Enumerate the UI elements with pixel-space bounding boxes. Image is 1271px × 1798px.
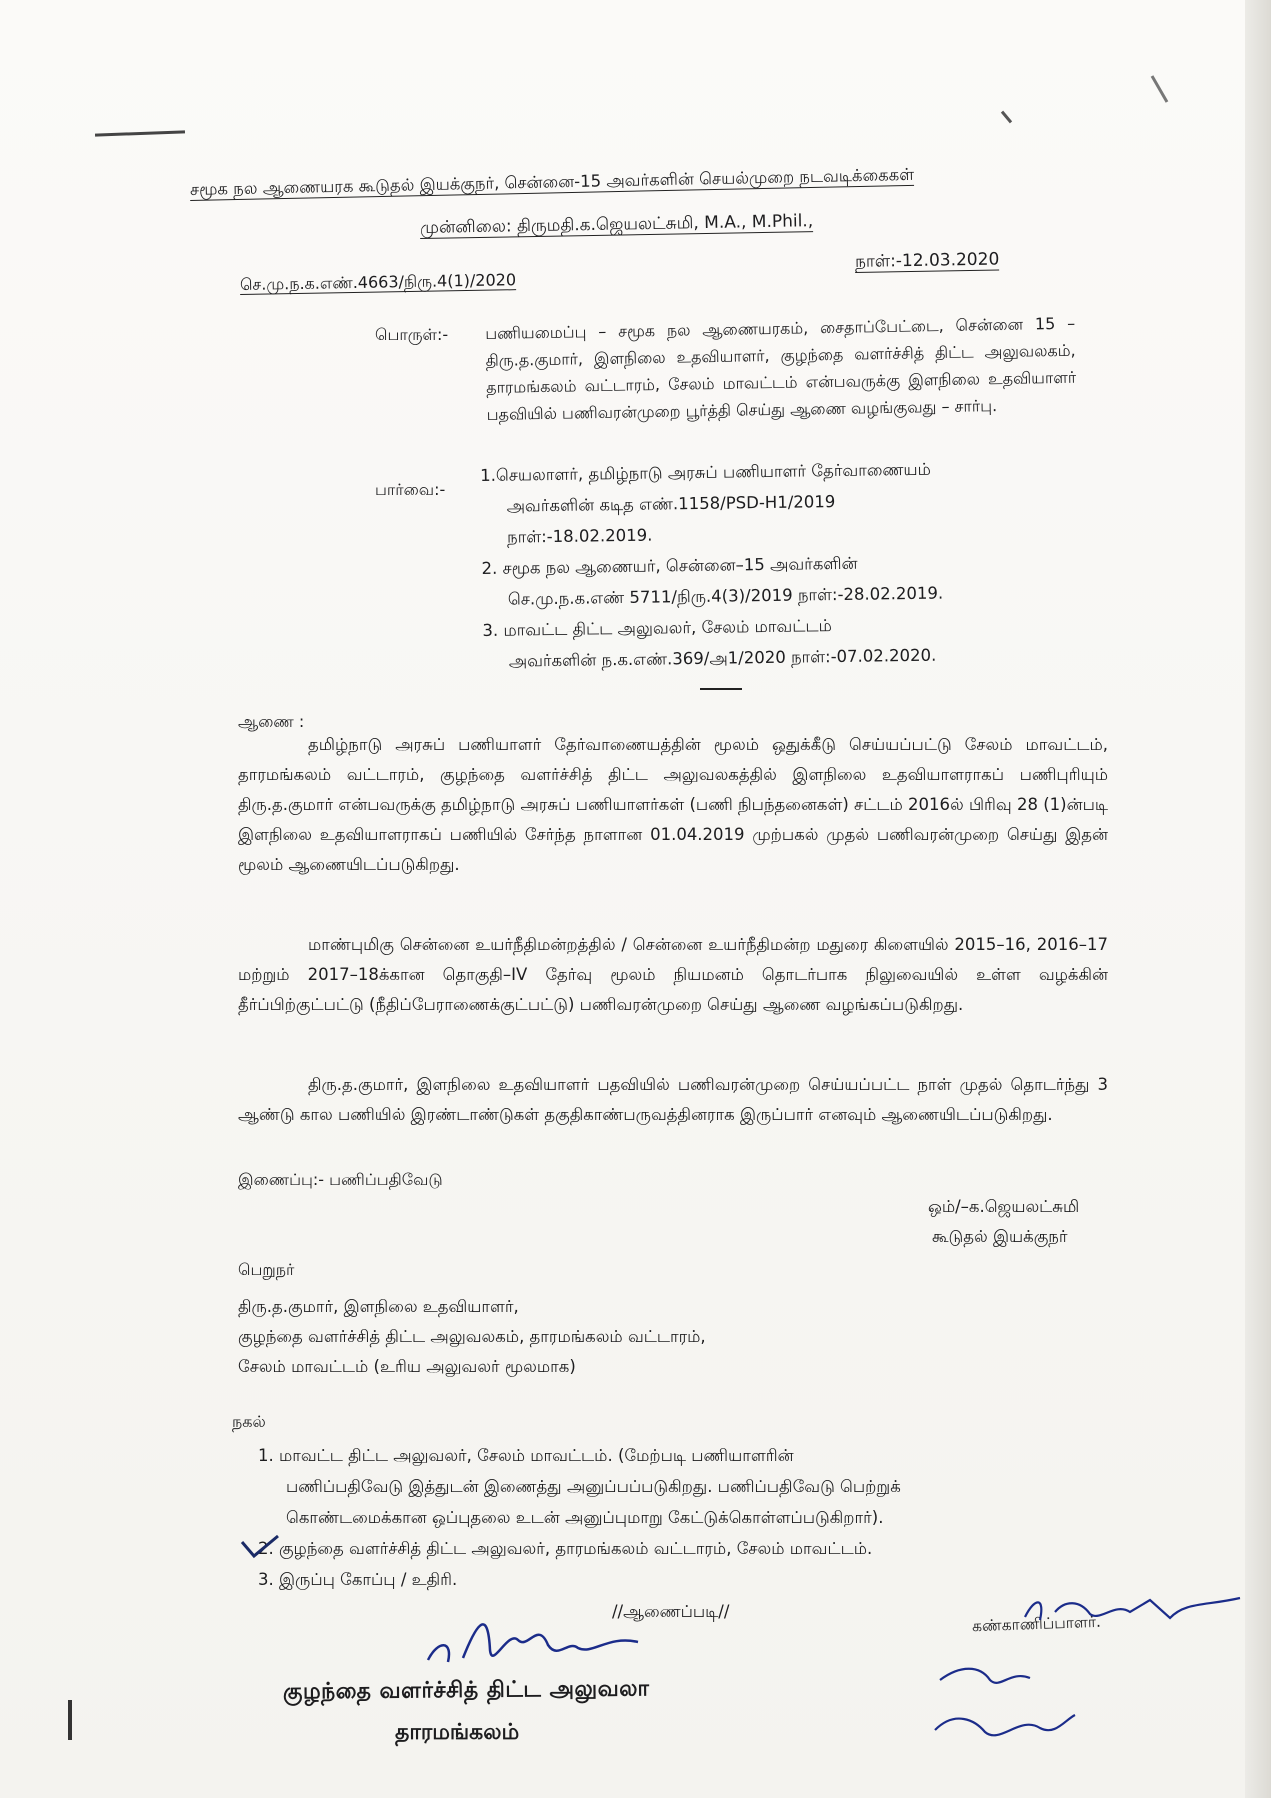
copy-label: நகல்	[232, 1412, 266, 1431]
copy-list	[258, 1440, 1078, 1595]
reference-number: செ.மு.ந.க.எண்.4663/நிரு.4(1)/2020	[239, 270, 517, 294]
ink-mark	[1001, 111, 1012, 124]
recipient-line-2: குழந்தை வளர்ச்சித் திட்ட அலுவலகம், தாரமங்கலம் வட்டாரம்,	[238, 1327, 706, 1346]
office-stamp-line-1: குழந்தை வளர்ச்சித் திட்ட அலுவலா	[282, 1676, 650, 1705]
reference-2-line-a: 2. சமூக நல ஆணையர், சென்னை–15 அவர்களின்	[481, 553, 858, 578]
reference-1-line-c: நாள்:-18.02.2019.	[506, 525, 653, 547]
ink-mark	[68, 1700, 72, 1740]
copy-1-line-b: பணிப்பதிவேடு இத்துடன் இணைத்து அனுப்பப்படுகிறது. பணிப்பதிவேடு பெற்றுக்	[286, 1477, 901, 1496]
order-paragraph-1-text: தமிழ்நாடு அரசுப் பணியாளர் தேர்வாணையத்தின் மூலம் ஒதுக்கீடு செய்யப்பட்டு சேலம் மாவட்டம், தாரமங்கலம் வட்டாரம், குழந்தை வளர்ச்சித் திட்ட அலுவலகத்தில் இளநிலை உதவியாளராகப் பணிபுரியும் திரு.த.குமார் என்பவருக்கு தமிழ்நாடு அரசுப் பணியாளர்கள் (பணி நிபந்தனைகள்) சட்டம் 2016ல் பிரிவு 28 (1)ன்படி இளநிலை உதவியாளராகப் பணியில் சேர்ந்த நாளான 01.04.2019 முற்பகல் முதல் பணிவரன்முறை செய்து இதன் மூலம் ஆணையிடப்படுகிறது.	[238, 735, 1108, 874]
order-paragraph-2: மாண்புமிகு சென்னை உயர்நீதிமன்றத்தில் / சென்னை உயர்நீதிமன்ற மதுரை கிளையில் 2015–16, 2016–17 மற்றும் 2017–18க்கான தொகுதி–IV தேர்வு மூலம் நியமனம் தொடர்பாக நிலுவையில் உள்ள வழக்கின் தீர்ப்பிற்குட்பட்டு (நீதிப்பேராணைக்குட்பட்டு) பணிவரன்முறை செய்து ஆணை வழங்கப்படுகிறது.	[238, 935, 1108, 1014]
copy-2-line: 2. குழந்தை வளர்ச்சித் திட்ட அலுவலர், தாரமங்கலம் வட்டாரம், சேலம் மாவட்டம்.	[258, 1539, 873, 1558]
recipient-address	[238, 1292, 706, 1382]
enclosure-line: இணைப்பு:- பணிப்பதிவேடு	[238, 1170, 443, 1189]
references-list	[480, 452, 1083, 677]
signatory-designation: கூடுதல் இயக்குநர்	[932, 1227, 1068, 1246]
order-paragraph-1	[238, 730, 1108, 880]
handwritten-signature-icon	[418, 1600, 648, 1680]
ink-mark	[95, 130, 185, 136]
document-date: நாள்:-12.03.2020	[854, 249, 1000, 272]
reference-3-line-b: அவர்களின் ந.க.எண்.369/அ1/2020 நாள்:-07.02.2020.	[508, 645, 937, 671]
subject-text: பணியமைப்பு – சமூக நல ஆணையரகம், சைதாப்பேட்டை, சென்னை 15 – திரு.த.குமார், இளநிலை உதவியாளர், குழந்தை வளர்ச்சித் திட்ட அலுவலகம், தாரமங்கலம் வட்டாரம், சேலம் மாவட்டம் என்பவருக்கு இளநிலை உதவியாளர் பதவியில் பணிவரன்முறை பூர்த்தி செய்து ஆணை வழங்குவது – சார்பு.	[485, 313, 1077, 424]
ink-mark	[1151, 75, 1169, 102]
page-edge-shadow	[1245, 0, 1271, 1798]
subject-label: பொருள்:-	[375, 325, 449, 344]
recipient-line-3: சேலம் மாவட்டம் (உரிய அலுவலர் மூலமாக)	[238, 1357, 576, 1376]
reference-3-line-a: 3. மாவட்ட திட்ட அலுவலர், சேலம் மாவட்டம்	[482, 616, 832, 640]
office-stamp-line-2: தாரமங்கலம்	[395, 1720, 520, 1745]
order-label: ஆணை :	[238, 712, 305, 731]
copy-1-line-c: கொண்டமைக்கான ஒப்புதலை உடன் அனுப்புமாறு கேட்டுக்கொள்ளப்படுகிறார்).	[286, 1508, 884, 1527]
signatory-name: ஒம்/–க.ஜெயலட்சுமி	[928, 1197, 1080, 1216]
reference-2-line-b: செ.மு.ந.க.எண் 5711/நிரு.4(3)/2019 நாள்:-28.02.2019.	[507, 583, 944, 609]
handwritten-date-icon	[930, 1660, 1080, 1760]
handwritten-initials-icon	[1020, 1592, 1250, 1632]
copy-1-line-a: 1. மாவட்ட திட்ட அலுவலர், சேலம் மாவட்டம். (மேற்படி பணியாளரின்	[258, 1446, 794, 1465]
presence-line: முன்னிலை: திருமதி.க.ஜெயலட்சுமி, M.A., M.Phil.,	[419, 211, 814, 238]
tick-mark-icon	[240, 1532, 280, 1562]
proceedings-heading: சமூக நல ஆணையரக கூடுதல் இயக்குநர், சென்னை-15 அவர்களின் செயல்முறை நடவடிக்கைகள்	[189, 164, 915, 199]
by-order-line: //ஆணைப்படி//	[612, 1602, 730, 1621]
reference-1-line-b: அவர்களின் கடித எண்.1158/PSD-H1/2019	[506, 492, 836, 516]
references-label: பார்வை:-	[375, 480, 446, 499]
reference-1-line-a: 1.செயலாளர், தமிழ்நாடு அரசுப் பணியாளர் தேர்வாணையம்	[480, 459, 931, 485]
recipient-label: பெறுநர்	[238, 1260, 295, 1279]
recipient-line-1: திரு.த.குமார், இளநிலை உதவியாளர்,	[238, 1297, 519, 1316]
copy-3-line: 3. இருப்பு கோப்பு / உதிரி.	[258, 1570, 458, 1589]
order-paragraph-3: திரு.த.குமார், இளநிலை உதவியாளர் பதவியில் பணிவரன்முறை செய்யப்பட்ட நாள் முதல் தொடர்ந்து 3 ஆண்டு கால பணியில் இரண்டாண்டுகள் தகுதிகாண்பருவத்தினராக இருப்பார் எனவும் ஆணையிடப்படுகிறது.	[238, 1075, 1108, 1124]
separator-dash	[700, 688, 742, 690]
superintendent-label: கண்காணிப்பாளர்.	[971, 1612, 1102, 1636]
